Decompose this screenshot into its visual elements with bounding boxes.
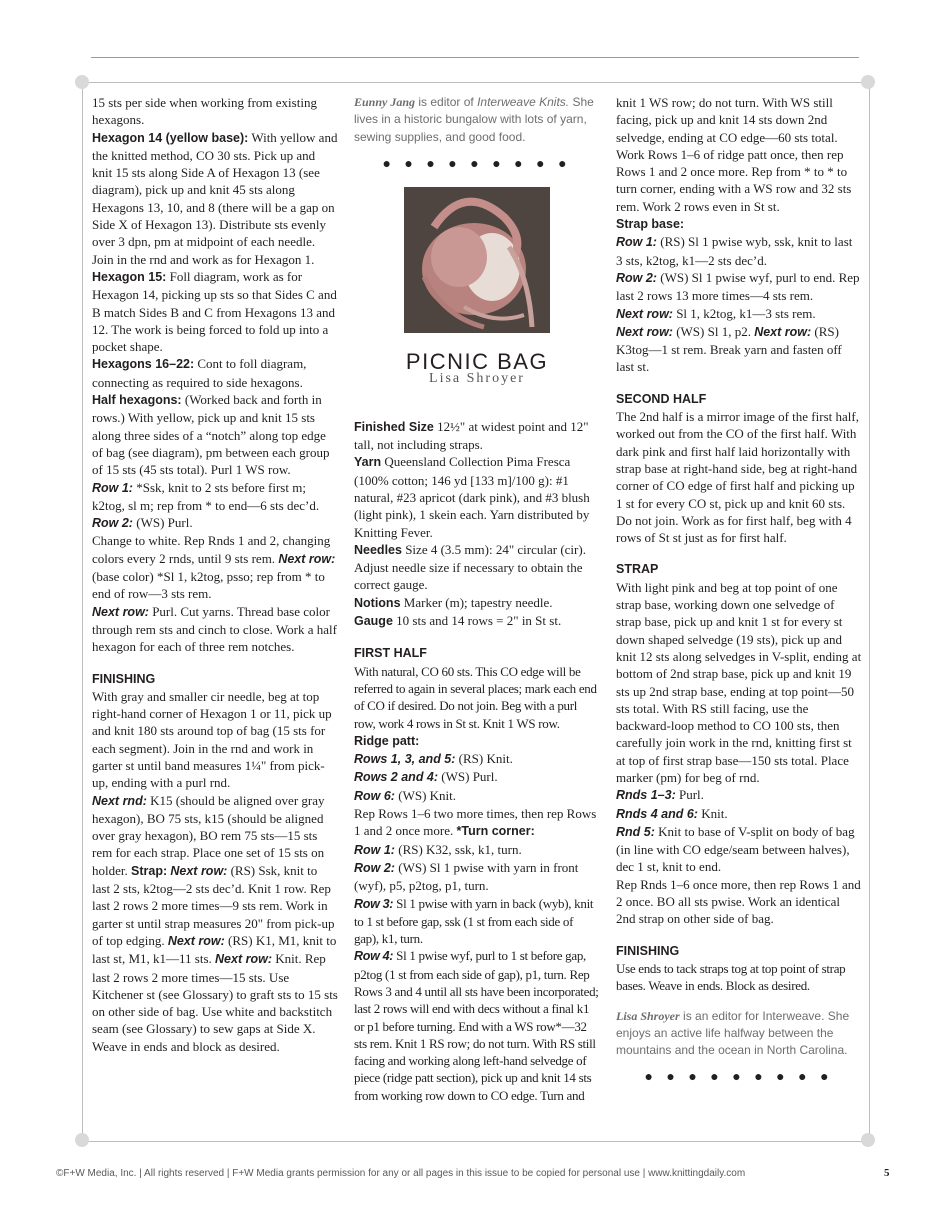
hexagon-14-paragraph: Hexagon 14 (yellow base): With yellow and the knitted method, CO 30 sts. Pick up and knit 15 sts along Side A of Hexagon 13 (see diagram), pick up and knit 45 sts along Hexagons 13, 10, and 8 (there will be a gap on Side X of Hexagon 13). Distribute sts evenly over 3 dpn, pm at midpoint of each needle. Join in the rnd and work as for Hexagon 1. xyxy=(92,129,338,267)
frame-corner-bottom-right xyxy=(861,1133,875,1147)
finishing-paragraph-1: With gray and smaller cir needle, beg at top right-hand corner of Hexagon 1 or 11, pick up and knit 180 sts around top of bag (15 sts for each segment). Join in the rnd and work in garter st until band measures 1¼" from pick-up, ending with a purl rnd. xyxy=(92,688,332,791)
paragraph: 15 sts per side when working from existing hexagons. xyxy=(92,95,317,128)
needles-spec: Needles Size 4 (3.5 mm): 24" circular (cir). Adjust needle size if necessary to obtain the correct gauge. xyxy=(354,541,586,593)
second-half-heading: SECOND HALF xyxy=(616,391,707,406)
rnds-1-3: Rnds 1–3: Purl. xyxy=(616,787,704,803)
column-3 xyxy=(616,94,862,1099)
row-1-paragraph: Row 1: *Ssk, knit to 2 sts before first m; k2tog, sl m; rep from * to end—6 sts dec’d. xyxy=(92,479,320,513)
second-half-paragraph: The 2nd half is a mirror image of the first half, worked out from the CO of the first half. With dark pink and first half laid horizontally with strap base at right-hand side, beg at right-hand corner of CO edge of first half and picking up 1 st for every CO st, pick up and knit 60 sts. Do not join. Work as for first half, beg with 4 rows of St st just as for first half. xyxy=(616,409,859,546)
row-6: Row 6: (WS) Knit. xyxy=(354,787,457,803)
dot-divider: ● ● ● ● ● ● ● ● ● xyxy=(382,156,572,172)
first-half-heading: FIRST HALF xyxy=(354,646,427,661)
gauge-spec: Gauge 10 sts and 14 rows = 2" in St st. xyxy=(354,613,562,629)
top-rule xyxy=(91,57,859,58)
hexagon-15-paragraph: Hexagon 15: Foll diagram, work as for Hexagon 14, picking up sts so that Sides C and B match Sides B and C from Hexagons 13 and 12. The work is being forced to fold up into a pocket shape. xyxy=(92,268,337,355)
editor-bio: Eunny Jang is editor of Interweave Knits. She lives in a historic bungalow with lots of yarn, sewing supplies, and good food. xyxy=(354,95,594,144)
notions-spec: Notions Marker (m); tapestry needle. xyxy=(354,594,553,610)
strap-base-label: Strap base: xyxy=(616,217,685,232)
strap-repeat-paragraph: Rep Rnds 1–6 once more, then rep Rows 1 and 2 once. BO all sts pwise. Work an identical 2nd strap on other side of bag. xyxy=(616,876,861,927)
finishing-paragraph-2: Next rnd: K15 (should be aligned over gray hexagon), BO 75 sts, k15 (should be aligned over gray hexagon), BO rem 75 sts—15 sts rem for each strap. Place one set of 15 sts on holder. Strap: Next row: (RS) Ssk, knit to last 2 sts, k2tog—2 sts dec’d. Knit 1 row. Rep last 2 rows 2 more times—9 sts rem. Work in garter st until strap measures 20" from pick-up of top edging. Next row: (RS) K1, M1, knit to last st, M1, k1—11 sts. Next row: Knit. Rep last 2 rows 2 more times—15 sts. Use Kitchener st (see Glossary) to graft sts to 15 sts on other side of bag. Use white and backstitch seam (see Glossary) to sew gaps at Side X. Weave in ends and block as desired. xyxy=(92,792,338,1054)
turn-row-2: Row 2: (WS) Sl 1 pwise with yarn in front (wyf), p5, p2tog, p1, turn. xyxy=(354,859,579,894)
ridge-patt-label: Ridge patt: xyxy=(354,733,420,748)
hexagons-16-22-paragraph: Hexagons 16–22: Cont to foll diagram, connecting as required to side hexagons. xyxy=(92,356,307,390)
rows-2-4: Rows 2 and 4: (WS) Purl. xyxy=(354,769,498,785)
turn-row-1: Row 1: (RS) K32, ssk, k1, turn. xyxy=(354,841,522,857)
continuation-paragraph: knit 1 WS row; do not turn. With WS still facing, pick up and knit 14 sts down 2nd selvedge, ending at CO edge—60 sts total. Work Rows 1–6 of ridge patt once, then rep Rows 1 and 2 once more. Rep from * to * to turn corner, ending with a WS row and 32 sts rem. Work 2 rows even in St st. xyxy=(616,95,852,214)
designer-bio: Lisa Shroyer is an editor for Interweave. She enjoys an active life halfway between the mountains and the ocean in North Carolina. xyxy=(616,1008,850,1058)
turn-row-4: Row 4: Sl 1 pwise wyf, purl to 1 st before gap, p2tog (1 st from each side of gap), p1, turn. Rep Rows 3 and 4 until all sts have been incorporated; last 2 rows will end with decs without a final k1 or p1 before turning. End with a WS row*—32 sts rem. Knit 1 RS row; do not turn. With RS still facing and working along left-hand selvedge of piece (ridge patt section), pick up and knit 14 sts from working row down to CO edge. Turn and xyxy=(354,948,599,1103)
column-1 xyxy=(92,94,338,1055)
strap-base-next-row: Next row: Sl 1, k2tog, k1—3 sts rem. xyxy=(616,305,816,321)
change-to-white-paragraph: Change to white. Rep Rnds 1 and 2, changing colors every 2 rnds, until 9 sts rem. Next row: (base color) *Sl 1, k2tog, psso; rep from * to end of row—3 sts rem. xyxy=(92,533,336,602)
strap-base-row-1: Row 1: (RS) Sl 1 pwise wyb, ssk, knit to last 3 sts, k2tog, k1—2 sts dec’d. xyxy=(616,234,853,268)
strap-heading: STRAP xyxy=(616,562,659,577)
copyright-footer: ©F+W Media, Inc. | All rights reserved | F+W Media grants permission for any or all pages in this issue to be copied for personal use | www.knittingdaily.com xyxy=(56,1168,746,1179)
rows-1-3-5: Rows 1, 3, and 5: (RS) Knit. xyxy=(354,751,513,767)
pattern-title: PICNIC BAG xyxy=(405,349,549,375)
first-half-paragraph: With natural, CO 60 sts. This CO edge will be referred to again in several places; mark each end of CO if desired. Do not join. Beg with a purl row, work 4 rows in St st. Knit 1 WS row. xyxy=(354,663,597,731)
designer-byline: Lisa Shroyer xyxy=(429,371,525,387)
finishing-heading: FINISHING xyxy=(92,671,156,686)
row-2-paragraph: Row 2: (WS) Purl. xyxy=(92,515,193,531)
turn-row-3: Row 3: Sl 1 pwise with yarn in back (wyb), knit to 1 st before gap, ssk (1 st from each side of gap), k1, turn. xyxy=(354,895,594,947)
frame-corner-top-right xyxy=(861,75,875,89)
half-hexagons-paragraph: Half hexagons: (Worked back and forth in rows.) With yellow, pick up and knit 15 sts along three sides of a “notch” along top edge of bag (see diagram), pm between each group of 15 sts (45 sts total). Purl 1 WS row. xyxy=(92,392,330,478)
repeat-paragraph: Rep Rows 1–6 two more times, then rep Rows 1 and 2 once more. *Turn corner: xyxy=(354,806,597,839)
strap-paragraph: With light pink and beg at top point of one strap base, working down one selvedge of strap base, pick up and knit 1 st for every st down shaped selvedge (19 sts), pick up and knit 12 sts along selvedges in V-split, ending at bottom of 2nd strap base, pick up and knit 19 sts up 2nd strap base, ending at top point—50 sts total. With RS still facing, use the backward-loop method to CO 100 sts, then carefully join work in the rnd, knitting first st at top of first strap base—150 sts total. Place marker (pm) for beg of rnd. xyxy=(616,579,862,785)
column-2 xyxy=(354,94,600,1104)
finished-size: Finished Size 12½" at widest point and 12" tall, not including straps. xyxy=(354,418,589,453)
strap-base-next-rows: Next row: (WS) Sl 1, p2. Next row: (RS) K3tog—1 st rem. Break yarn and fasten off last st. xyxy=(616,323,842,375)
yarn-spec: Yarn Queensland Collection Pima Fresca (100% cotton; 146 yd [133 m]/100 g): #1 natural, #23 apricot (dark pink), and #3 blush (light pink), 1 skein each. Yarn distributed by Knitting Fever. xyxy=(354,454,590,540)
finishing-heading-2: FINISHING xyxy=(616,943,680,958)
strap-base-row-2: Row 2: (WS) Sl 1 pwise wyf, purl to end. Rep last 2 rows 13 more times—4 sts rem. xyxy=(616,269,860,304)
next-row-paragraph: Next row: Purl. Cut yarns. Thread base color through rem sts and cinch to close. Work a half hexagon for each of three rem notches. xyxy=(92,603,337,655)
frame-corner-bottom-left xyxy=(75,1133,89,1147)
rnd-5: Rnd 5: Knit to base of V-split on body of bag (in line with CO edge/seam between halves), dec 1 st, knit to end. xyxy=(616,823,855,875)
dot-divider-2: ● ● ● ● ● ● ● ● ● xyxy=(644,1070,834,1086)
frame-corner-top-left xyxy=(75,75,89,89)
picnic-bag-photo xyxy=(404,187,550,333)
finishing-paragraph: Use ends to tack straps tog at top point of strap bases. Weave in ends. Block as desired. xyxy=(616,960,846,994)
rnds-4-6: Rnds 4 and 6: Knit. xyxy=(616,805,728,821)
page-number: 5 xyxy=(884,1167,890,1179)
